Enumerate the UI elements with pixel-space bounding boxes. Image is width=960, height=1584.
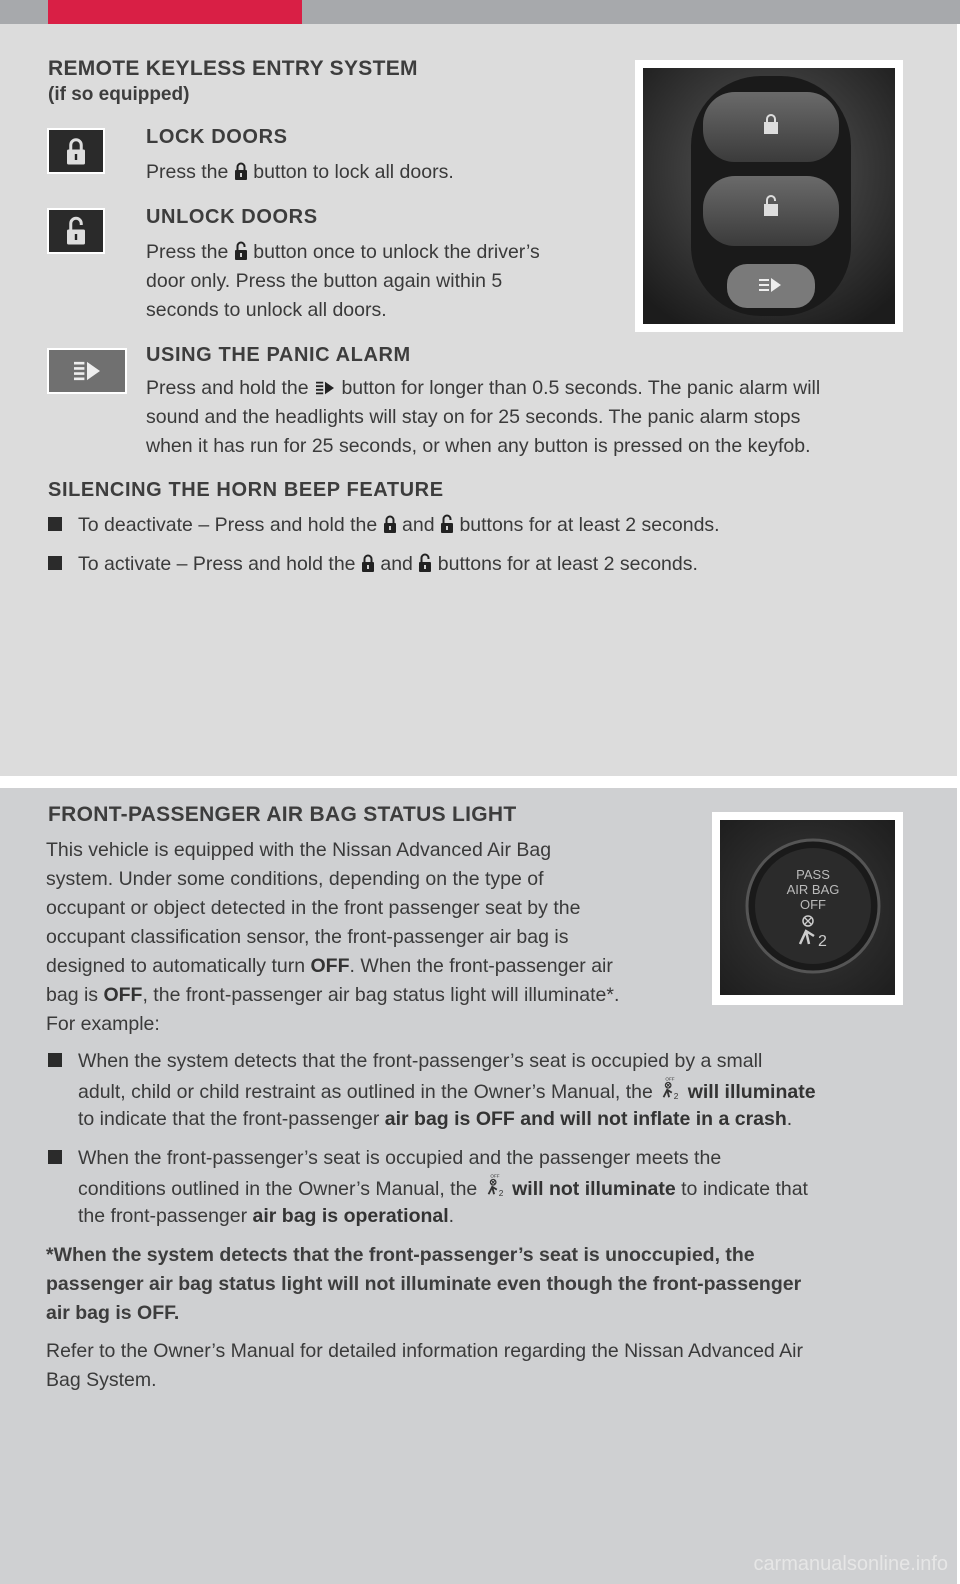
airbag-note-line3: air bag is OFF. [46,1302,180,1324]
panic-line-1 [146,373,820,403]
top-banner [0,0,960,24]
section-subtitle: (if so equipped) [48,84,190,105]
unlock-text-b: button once to unlock the driver’s [253,241,540,263]
airbag-b2-line1: When the front-passenger’s seat is occupied and the passenger meets the [78,1147,722,1169]
watermark: carmanualsonline.info [753,1553,948,1575]
horn-beep-heading: SILENCING THE HORN BEEP FEATURE [48,479,444,501]
section-title-keyless: REMOTE KEYLESS ENTRY SYSTEM [48,57,418,80]
airbag-b1-l3-bold: air bag is OFF and will not inflate in a crash [384,1108,787,1130]
accent-bar [48,0,302,24]
unlock-line-1 [146,237,540,267]
panic-line-2: sound and the headlights will stay on for 25 seconds. The panic alarm stops [146,406,801,428]
badge-line-2: AIR BAG [786,882,840,897]
lock-button-icon [47,128,105,174]
lock-text-b: button to lock all doors. [253,161,454,183]
airbag-light-photo [712,812,903,1005]
unlock-icon [418,553,432,573]
airbag-ref-line2: Bag System. [46,1369,157,1391]
airbag-p1: This vehicle is equipped with the Nissan Advanced Air Bag [46,839,552,861]
bullet [48,1053,62,1067]
airbag-b1-l3-a: to indicate that the front-passenger [78,1108,380,1130]
lock-text-a: Press the [146,161,229,183]
lock-icon [361,553,375,573]
airbag-off-icon [658,1075,682,1101]
airbag-light-image [720,820,895,995]
airbag-b1-l3-end: . [786,1108,793,1130]
badge-number: 2 [818,933,827,950]
airbag-off-icon [483,1172,507,1198]
bullet [48,517,62,531]
section-title-airbag: FRONT-PASSENGER AIR BAG STATUS LIGHT [48,803,517,826]
keyfob-image [643,68,895,324]
bullet [48,1150,62,1164]
horn-b1-a: To deactivate – Press and hold the [78,514,378,536]
airbag-b2-l3-a: the front-passenger [78,1205,248,1227]
horn-b2-and: and [380,553,413,575]
panic-button-icon [47,348,127,394]
horn-activate-text [78,549,698,579]
lock-doors-heading: LOCK DOORS [146,126,288,148]
panic-alarm-heading: USING THE PANIC ALARM [146,344,411,366]
panic-line-3: when it has run for 25 seconds, or when any button is pressed on the keyfob. [146,435,811,457]
airbag-p6-b: , the front-passenger air bag status light will illuminate*. [142,984,620,1006]
airbag-p3: occupant or object detected in the front passenger seat by the [46,897,581,919]
airbag-b1-l2-a: adult, child or child restraint as outlined in the Owner’s Manual, the [78,1081,653,1103]
airbag-p2: system. Under some conditions, depending on the type of [46,868,544,890]
airbag-b2-l2-a: conditions outlined in the Owner’s Manual, the [78,1178,478,1200]
horn-b1-and: and [402,514,435,536]
panic-text-a: Press and hold the [146,377,309,399]
horn-b2-a: To activate – Press and hold the [78,553,356,575]
keyfob-photo [635,60,903,332]
airbag-b2-l2-b: to indicate that [681,1178,808,1200]
horn-b2-b: buttons for at least 2 seconds. [437,553,698,575]
airbag-p5 [46,951,613,981]
airbag-p4: occupant classification sensor, the front-passenger air bag is [46,926,569,948]
lock-icon [383,514,397,534]
airbag-p6-off: OFF [103,984,143,1006]
unlock-icon [440,514,454,534]
airbag-note-line1: *When the system detects that the front-passenger’s seat is unoccupied, the [46,1244,755,1266]
panic-icon [314,379,336,397]
horn-deactivate-text [78,510,720,540]
unlock-text-a: Press the [146,241,229,263]
bullet [48,556,62,570]
unlock-line-2: door only. Press the button again within 5 [146,270,503,292]
airbag-b2-l3-end: . [448,1205,455,1227]
airbag-note-line2: passenger air bag status light will not illuminate even though the front-passenger [46,1273,802,1295]
unlock-button-icon [47,208,105,254]
airbag-b2-l2-bold: will not illuminate [512,1178,676,1200]
airbag-b1-l2-bold: will illuminate [687,1081,816,1103]
lock-doors-text [146,157,454,187]
airbag-b2-l3-bold: air bag is operational [252,1205,449,1227]
badge-line-3: OFF [800,897,826,912]
airbag-b1-line1: When the system detects that the front-passenger’s seat is occupied by a small [78,1050,763,1072]
airbag-p5-off: OFF [310,955,350,977]
airbag-p5-a: designed to automatically turn [46,955,306,977]
airbag-p6-a: bag is [46,984,99,1006]
airbag-b2-line3 [78,1201,454,1231]
lock-icon [234,161,248,181]
airbag-p7: For example: [46,1013,160,1035]
unlock-icon [234,241,248,261]
airbag-p6 [46,980,619,1010]
airbag-b1-line3 [78,1104,792,1134]
airbag-b2-line2 [78,1172,808,1204]
horn-b1-b: buttons for at least 2 seconds. [459,514,720,536]
unlock-line-3: seconds to unlock all doors. [146,299,387,321]
panic-text-b: button for longer than 0.5 seconds. The panic alarm will [341,377,821,399]
airbag-b1-line2 [78,1075,816,1107]
unlock-doors-heading: UNLOCK DOORS [146,206,318,228]
airbag-ref-line1: Refer to the Owner’s Manual for detailed information regarding the Nissan Advanced Air [46,1340,803,1362]
badge-line-1: PASS [796,867,830,882]
airbag-p5-b: . When the front-passenger air [349,955,613,977]
